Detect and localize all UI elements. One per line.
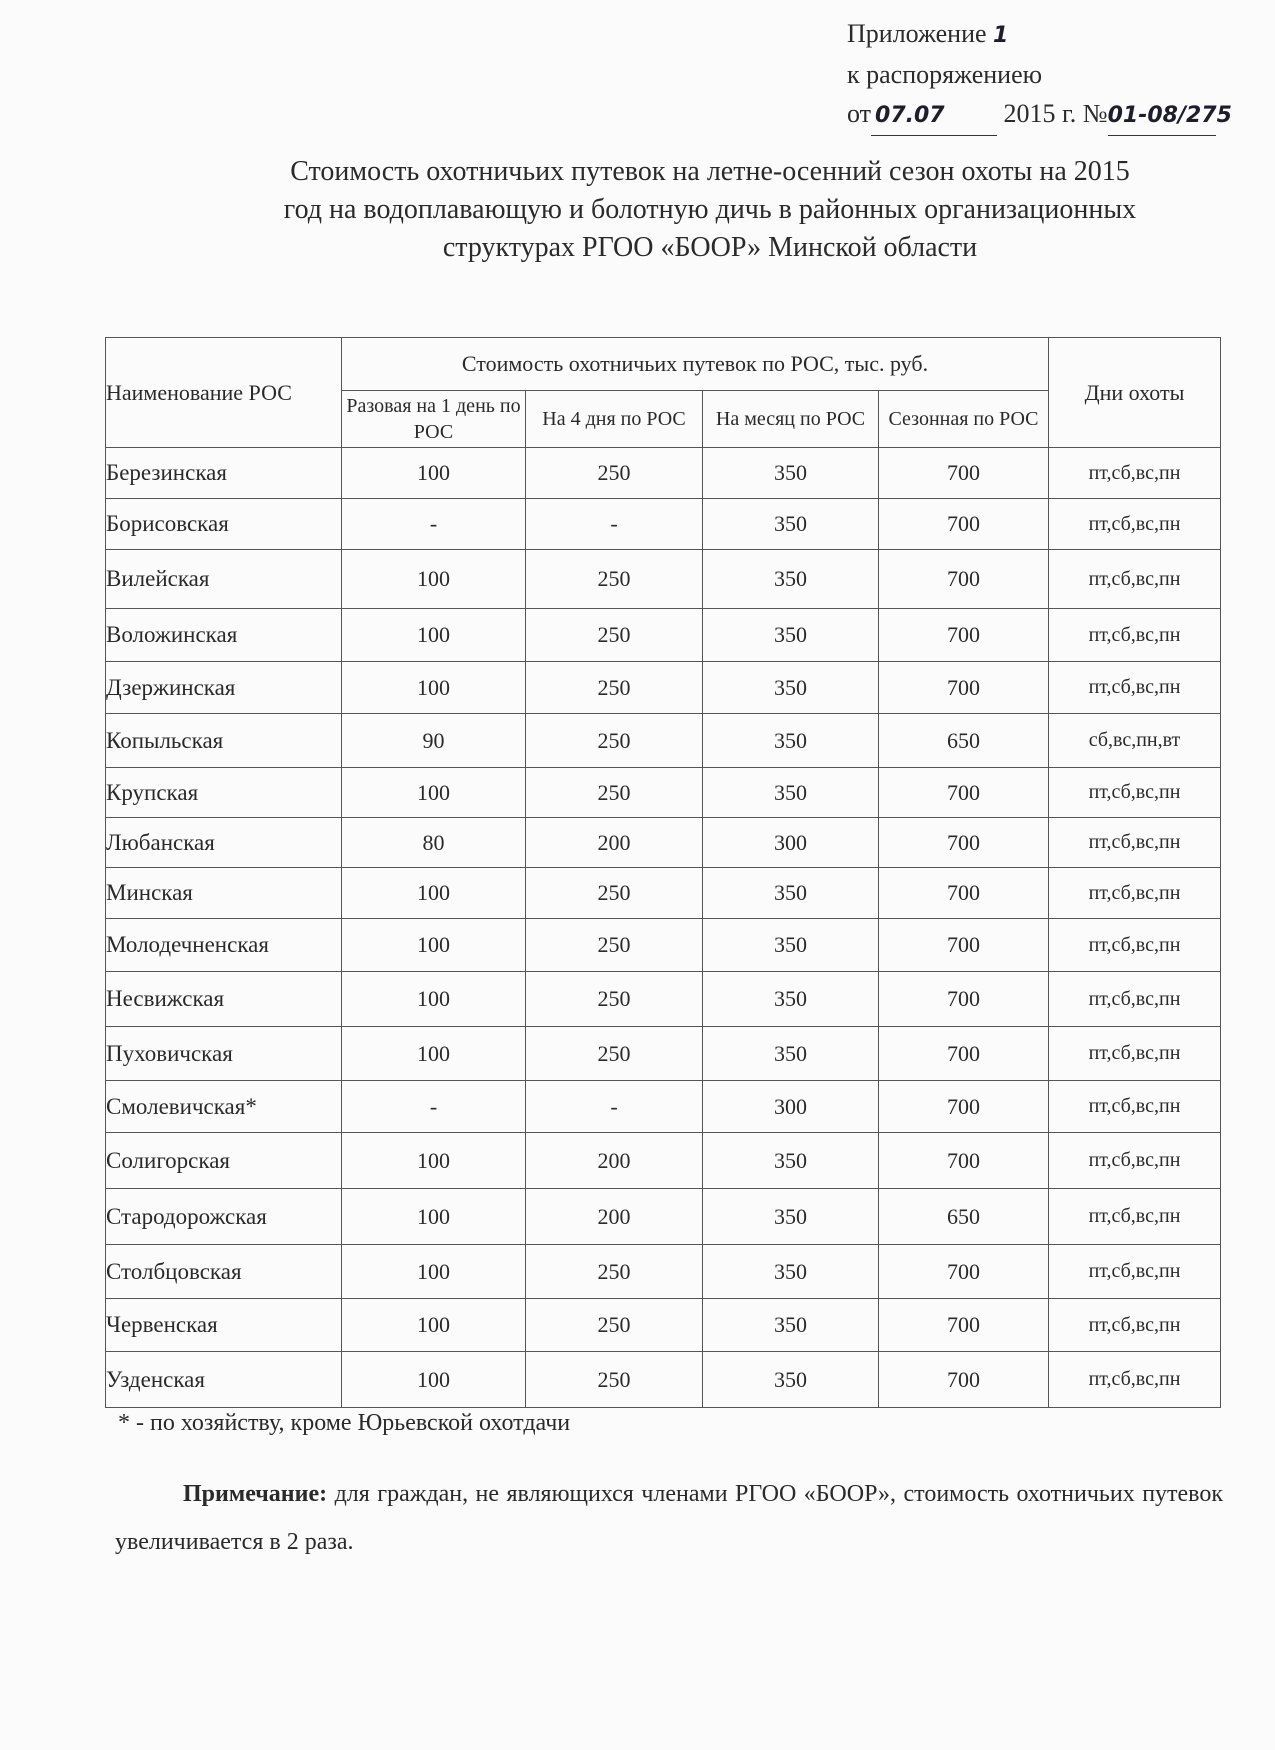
price-4-days: 200	[526, 1133, 703, 1189]
hunting-days: пт,сб,вс,пн	[1049, 550, 1221, 609]
hunting-days: пт,сб,вс,пн	[1049, 1245, 1221, 1299]
price-4-days: 250	[526, 972, 703, 1027]
table-row	[106, 448, 1221, 499]
price-month: 300	[703, 818, 879, 868]
price-4-days: 250	[526, 448, 703, 499]
price-1-day: 100	[342, 1189, 526, 1245]
document-title	[180, 153, 1240, 267]
table-row	[106, 1245, 1221, 1299]
header-season: Сезонная по РОС	[879, 391, 1049, 448]
hunting-days: сб,вс,пн,вт	[1049, 714, 1221, 768]
date-number-line	[847, 94, 1232, 136]
prices-table	[105, 337, 1221, 1408]
ros-name: Березинская	[106, 448, 342, 499]
ros-name: Несвижская	[106, 972, 342, 1027]
hunting-days: пт,сб,вс,пн	[1049, 1081, 1221, 1133]
title-line-3: структурах РГОО «БООР» Минской области	[442, 232, 978, 263]
price-4-days: 250	[526, 1299, 703, 1352]
hunting-days: пт,сб,вс,пн	[1049, 499, 1221, 550]
hunting-days: пт,сб,вс,пн	[1049, 1189, 1221, 1245]
price-month: 350	[703, 868, 879, 919]
price-1-day: 100	[342, 662, 526, 714]
price-1-day: 100	[342, 919, 526, 972]
ros-name: Крупская	[106, 768, 342, 818]
price-season: 700	[879, 1299, 1049, 1352]
price-1-day: 80	[342, 818, 526, 868]
price-season: 700	[879, 662, 1049, 714]
hunting-days: пт,сб,вс,пн	[1049, 1352, 1221, 1408]
ros-name: Стародорожская	[106, 1189, 342, 1245]
price-month: 350	[703, 550, 879, 609]
table-row	[106, 1081, 1221, 1133]
ros-name: Молодечненская	[106, 919, 342, 972]
title-line-1: Стоимость охотничьих путевок на летне-осенний сезон охоты на 2015	[290, 156, 1130, 187]
price-1-day: 100	[342, 972, 526, 1027]
price-season: 650	[879, 714, 1049, 768]
header-4-days: На 4 дня по РОС	[526, 391, 703, 448]
price-month: 350	[703, 972, 879, 1027]
ros-name: Дзержинская	[106, 662, 342, 714]
price-month: 350	[703, 1352, 879, 1408]
price-season: 700	[879, 868, 1049, 919]
table-row	[106, 499, 1221, 550]
ros-name: Вилейская	[106, 550, 342, 609]
price-month: 350	[703, 1027, 879, 1081]
handwritten-order-number: 01-08/275	[1108, 96, 1216, 136]
price-4-days: 250	[526, 609, 703, 662]
header-name: Наименование РОС	[106, 338, 342, 448]
price-season: 700	[879, 1027, 1049, 1081]
price-month: 350	[703, 1189, 879, 1245]
footnote: * - по хозяйству, кроме Юрьевской охотдачи	[118, 1410, 571, 1436]
table-row	[106, 768, 1221, 818]
price-4-days: 250	[526, 868, 703, 919]
price-4-days: 200	[526, 818, 703, 868]
hunting-days: пт,сб,вс,пн	[1049, 919, 1221, 972]
price-season: 700	[879, 919, 1049, 972]
price-1-day: 100	[342, 448, 526, 499]
hunting-days: пт,сб,вс,пн	[1049, 1133, 1221, 1189]
price-4-days: 250	[526, 1352, 703, 1408]
appendix-number: 1	[993, 23, 1009, 48]
table-row	[106, 550, 1221, 609]
note-text: для граждан, не являющихся членами РГОО «БООР», стоимость охотничьих путевок увеличивается в 2 раза.	[115, 1481, 1223, 1555]
year-label: 2015 г. №	[1003, 99, 1108, 128]
table-row	[106, 714, 1221, 768]
ros-name: Смолевичская*	[106, 1081, 342, 1133]
price-1-day: 100	[342, 1133, 526, 1189]
price-month: 350	[703, 448, 879, 499]
hunting-days: пт,сб,вс,пн	[1049, 1299, 1221, 1352]
table-row	[106, 1299, 1221, 1352]
price-month: 350	[703, 714, 879, 768]
price-season: 700	[879, 499, 1049, 550]
price-1-day: 100	[342, 1352, 526, 1408]
price-season: 700	[879, 448, 1049, 499]
order-ref-line: к распоряжениею	[847, 60, 1043, 89]
appendix-line	[847, 14, 1216, 55]
ros-name: Копыльская	[106, 714, 342, 768]
table-row	[106, 662, 1221, 714]
price-4-days: 250	[526, 662, 703, 714]
price-4-days: 200	[526, 1189, 703, 1245]
table-row	[106, 818, 1221, 868]
ros-name: Червенская	[106, 1299, 342, 1352]
price-month: 350	[703, 919, 879, 972]
ros-name: Пуховичская	[106, 1027, 342, 1081]
ros-name: Любанская	[106, 818, 342, 868]
table-row	[106, 1133, 1221, 1189]
hunting-days: пт,сб,вс,пн	[1049, 868, 1221, 919]
price-4-days: 250	[526, 714, 703, 768]
price-season: 700	[879, 972, 1049, 1027]
price-1-day: -	[342, 499, 526, 550]
approval-block	[847, 14, 1232, 136]
appendix-label: Приложение	[847, 19, 987, 48]
hunting-days: пт,сб,вс,пн	[1049, 1027, 1221, 1081]
price-season: 700	[879, 768, 1049, 818]
header-1-day: Разовая на 1 день по РОС	[342, 391, 526, 448]
table-row	[106, 1352, 1221, 1408]
price-1-day: 90	[342, 714, 526, 768]
price-season: 650	[879, 1189, 1049, 1245]
ros-name: Узденская	[106, 1352, 342, 1408]
table-row	[106, 868, 1221, 919]
price-month: 350	[703, 768, 879, 818]
price-season: 700	[879, 550, 1049, 609]
hunting-days: пт,сб,вс,пн	[1049, 768, 1221, 818]
table-row	[106, 1189, 1221, 1245]
price-1-day: 100	[342, 1245, 526, 1299]
price-1-day: -	[342, 1081, 526, 1133]
price-1-day: 100	[342, 1299, 526, 1352]
handwritten-date: 07.07	[871, 96, 997, 136]
header-price-group: Стоимость охотничьих путевок по РОС, тыс. руб.	[342, 338, 1049, 391]
header-hunting-days: Дни охоты	[1049, 338, 1221, 448]
price-month: 350	[703, 499, 879, 550]
price-season: 700	[879, 1081, 1049, 1133]
price-season: 700	[879, 609, 1049, 662]
price-season: 700	[879, 818, 1049, 868]
hunting-days: пт,сб,вс,пн	[1049, 662, 1221, 714]
ros-name: Борисовская	[106, 499, 342, 550]
price-1-day: 100	[342, 609, 526, 662]
ros-name: Воложинская	[106, 609, 342, 662]
price-month: 350	[703, 1245, 879, 1299]
ros-name: Минская	[106, 868, 342, 919]
price-4-days: 250	[526, 550, 703, 609]
price-month: 350	[703, 662, 879, 714]
price-month: 350	[703, 609, 879, 662]
price-season: 700	[879, 1133, 1049, 1189]
price-4-days: 250	[526, 919, 703, 972]
price-4-days: 250	[526, 1027, 703, 1081]
note	[115, 1470, 1223, 1566]
header-month: На месяц по РОС	[703, 391, 879, 448]
table-row	[106, 609, 1221, 662]
hunting-days: пт,сб,вс,пн	[1049, 818, 1221, 868]
price-4-days: 250	[526, 768, 703, 818]
price-4-days: 250	[526, 1245, 703, 1299]
hunting-days: пт,сб,вс,пн	[1049, 448, 1221, 499]
price-1-day: 100	[342, 550, 526, 609]
price-1-day: 100	[342, 1027, 526, 1081]
price-season: 700	[879, 1245, 1049, 1299]
price-month: 350	[703, 1299, 879, 1352]
ros-name: Столбцовская	[106, 1245, 342, 1299]
date-prefix: от	[847, 99, 872, 128]
hunting-days: пт,сб,вс,пн	[1049, 972, 1221, 1027]
price-4-days: -	[526, 499, 703, 550]
price-4-days: -	[526, 1081, 703, 1133]
price-1-day: 100	[342, 768, 526, 818]
hunting-days: пт,сб,вс,пн	[1049, 609, 1221, 662]
price-month: 300	[703, 1081, 879, 1133]
table-row	[106, 1027, 1221, 1081]
title-line-2: год на водоплавающую и болотную дичь в районных организационных	[283, 194, 1137, 225]
price-1-day: 100	[342, 868, 526, 919]
price-season: 700	[879, 1352, 1049, 1408]
price-month: 350	[703, 1133, 879, 1189]
table-row	[106, 919, 1221, 972]
ros-name: Солигорская	[106, 1133, 342, 1189]
table-row	[106, 972, 1221, 1027]
note-label: Примечание:	[183, 1481, 328, 1507]
